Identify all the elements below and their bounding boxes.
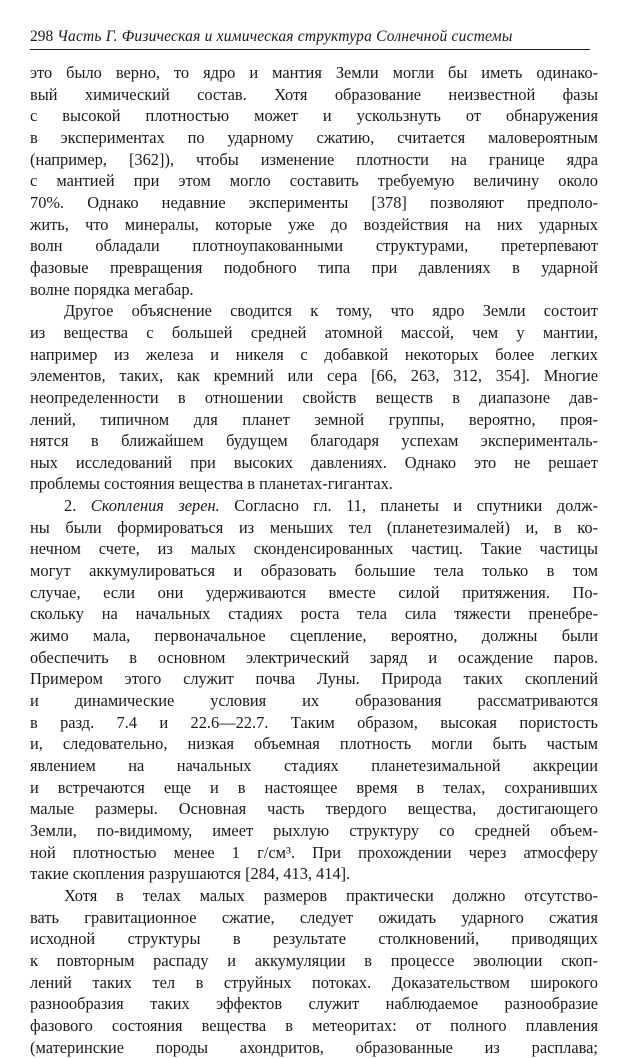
text-line: в экспериментах по ударному сжатию, считается маловероятным	[30, 127, 598, 147]
text-line: вый химический состав. Хотя образование неизвестной фазы	[30, 84, 598, 104]
running-title: Часть Г. Физическая и химическая структура Солнечной системы	[57, 28, 513, 45]
section-number: 2.	[64, 496, 77, 516]
text-line: малые размеры. Основная часть твердого вещества, достигающего	[30, 799, 598, 819]
text-line: к повторным распаду и аккумуляции в процессе эволюции скоп-	[30, 950, 598, 970]
text-line: и динамические условия их образования рассматриваются	[30, 691, 598, 711]
text-line: скольку на начальных стадиях роста тела сила тяжести пренебре-	[30, 604, 598, 624]
header-rule	[30, 49, 590, 50]
text-line: проблемы состояния вещества в планетах-гигантах.	[30, 474, 393, 494]
text-line: Земли, по-видимому, имеет рыхлую структуру со средней объем-	[30, 820, 598, 840]
text-line: Другое объяснение сводится к тому, что ядро Земли состоит	[64, 301, 598, 321]
text-line: элементов, таких, как кремний или сера [66, 263, 312, 354]. Многие	[30, 366, 598, 386]
text-line: ной плотностью менее 1 г/см³. При прохождении через атмосферу	[30, 842, 598, 862]
text-line: нятся в ближайшем будущем благодаря успехам эксперименталь-	[30, 431, 598, 451]
text-line: с высокой плотностью может и ускользнуть от обнаружения	[30, 106, 598, 126]
text-line: Примером этого служит почва Луны. Природа таких скоплений	[30, 669, 598, 689]
text-line	[30, 495, 598, 517]
text-line: ны были формироваться из меньших тел (планетезималей) и, в ко-	[30, 517, 598, 537]
text-line: и встречаются еще и в настоящее время в телах, сохранивших	[30, 777, 598, 797]
text-line: например из железа и никеля с добавкой некоторых более легких	[30, 344, 598, 364]
text-line: обеспечить в основном электрический заряд и осаждение паров.	[30, 647, 598, 667]
text-line: (например, [362]), чтобы изменение плотности на границе ядра	[30, 149, 598, 169]
text-line: волне порядка мегабар.	[30, 279, 194, 299]
text-line: нечном счете, из малых сконденсированных частиц. Такие частицы	[30, 539, 598, 559]
text-line: лений, типичном для планет земной группы, вероятно, проя-	[30, 409, 598, 429]
paragraph-1	[30, 62, 598, 300]
text-line: жимо мала, первоначальное сцепление, вероятно, должны были	[30, 626, 598, 646]
text-line: такие скопления разрушаются [284, 413, 414].	[30, 864, 351, 884]
text-line: фазовые превращения подобного типа при давлениях в ударной	[30, 257, 598, 277]
text-line: ных исследований при высоких давлениях. Однако это не решает	[30, 452, 598, 472]
text-line: разнообразия таких эффектов служит наблюдаемое разнообразие	[30, 994, 598, 1014]
text-line: явлением на начальных стадиях планетезимальной аккреции	[30, 756, 598, 775]
text-line: и, следовательно, низкая объемная плотность могли быть частым	[30, 734, 598, 754]
page-number: 298	[30, 28, 54, 45]
text-line: с мантией при этом могло составить требуемую величину около	[30, 171, 598, 191]
running-head	[30, 28, 590, 46]
text-line: в разд. 7.4 и 22.6—22.7. Таким образом, высокая пористость	[30, 712, 598, 732]
text-line: волн обладали плотноупакованными структурами, претерпевают	[30, 236, 598, 256]
text-line: случае, если они удерживаются вместе силой притяжения. По-	[30, 582, 598, 602]
text-line: 70%. Однако недавние эксперименты [378] позволяют предполо-	[30, 192, 598, 212]
body-text	[30, 62, 598, 1058]
text-line: жить, что минералы, которые уже до воздействия на них ударных	[30, 214, 598, 234]
text-line: (материнские породы ахондритов, образованные из расплава;	[30, 1037, 598, 1057]
section-heading: Скопления зерен.	[90, 496, 220, 516]
text-line: фазового состояния вещества в метеоритах: от полного плавления	[30, 1015, 598, 1035]
text-line: лений таких тел в струйных потоках. Доказательством широкого	[30, 972, 598, 992]
text-line: вать гравитационное сжатие, следует ожидать ударного сжатия	[30, 907, 598, 927]
text-fragment: Согласно гл. 11, планеты и спутники долж-	[234, 496, 598, 516]
text-line: из вещества с большей средней атомной массой, чем у мантии,	[30, 322, 598, 342]
paragraph-4	[30, 885, 598, 1058]
text-line: исходной структуры в результате столкновений, приводящих	[30, 929, 598, 949]
paragraph-2	[30, 300, 598, 495]
text-line: это было верно, то ядро и мантия Земли могли бы иметь одинако-	[30, 63, 598, 82]
text-line: могут аккумулироваться и образовать большие тела только в том	[30, 561, 598, 581]
text-line: неопределенности в отношении свойств веществ в диапазоне дав-	[30, 387, 598, 407]
paragraph-3	[30, 495, 598, 885]
text-line: Хотя в телах малых размеров практически должно отсутство-	[64, 885, 598, 905]
